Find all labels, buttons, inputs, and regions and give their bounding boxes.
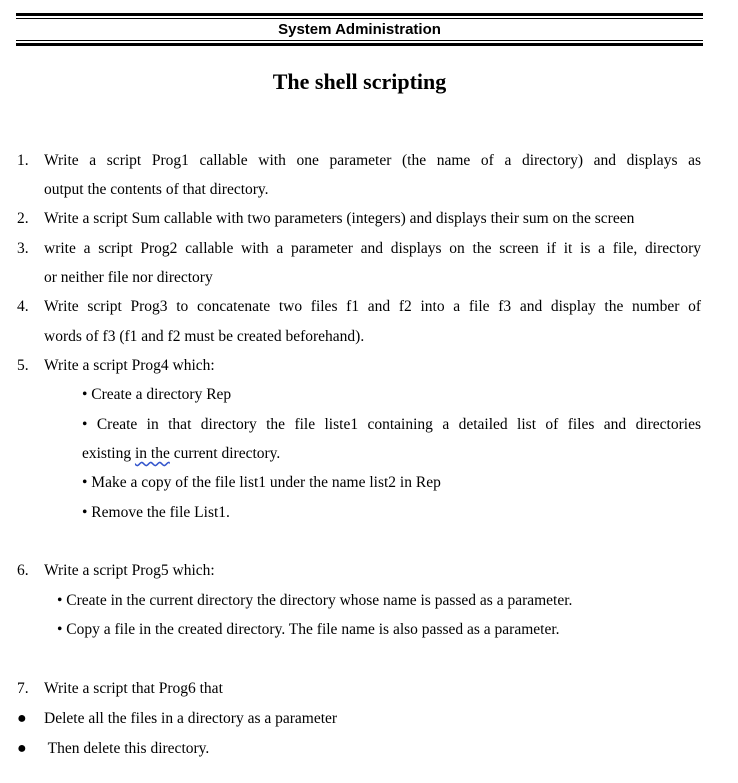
item-number: 6. [17, 562, 29, 579]
item-text-line: words of f3 (f1 and f2 must be created beforehand). [44, 328, 365, 345]
bullet-text: Delete all the files in a directory as a parameter [44, 710, 338, 727]
item-number: 1. [17, 152, 29, 169]
sub-item: • Create in that directory the file liste1 containing a detailed list of files and directories [82, 416, 701, 433]
item-number: 7. [17, 680, 29, 697]
item-text-line: Write a script Prog4 which: [44, 357, 215, 374]
bullet-icon: ● [17, 710, 27, 727]
header-title: System Administration [278, 21, 441, 38]
header-rule-bottom-thin [16, 40, 703, 41]
sub-item-text: current directory. [169, 445, 281, 462]
item-text-line: write a script Prog2 callable with a parameter and displays on the screen if it is a file, directory [44, 240, 701, 257]
header-rule-top-thin [16, 18, 703, 19]
spell-check-flagged-text: in the [134, 445, 170, 462]
sub-item-text: existing [82, 445, 135, 462]
item-number: 5. [17, 357, 29, 374]
item-text-line: Write a script Prog5 which: [44, 562, 215, 579]
item-text-line: output the contents of that directory. [44, 181, 269, 198]
item-number: 2. [17, 210, 29, 227]
sub-item: • Create a directory Rep [82, 386, 232, 403]
item-number: 3. [17, 240, 29, 257]
header-rule-top [16, 13, 703, 16]
item-text-line: Write a script Sum callable with two parameters (integers) and displays their sum on the screen [44, 210, 635, 227]
item-text-line: Write a script that Prog6 that [44, 680, 223, 697]
sub-item: • Make a copy of the file list1 under the name list2 in Rep [82, 474, 441, 491]
item-text-line: Write script Prog3 to concatenate two files f1 and f2 into a file f3 and display the number of [44, 298, 701, 315]
bullet-text: Then delete this directory. [44, 740, 210, 757]
item-number: 4. [17, 298, 29, 315]
sub-item-continuation [82, 444, 280, 464]
header-rule-bottom [16, 43, 703, 46]
bullet-icon: ● [17, 740, 27, 757]
sub-item: • Create in the current directory the directory whose name is passed as a parameter. [57, 592, 573, 609]
item-text-line: Write a script Prog1 callable with one parameter (the name of a directory) and displays as [44, 152, 701, 169]
item-text-line: or neither file nor directory [44, 269, 213, 286]
sub-item: • Remove the file List1. [82, 504, 230, 521]
sub-item: • Copy a file in the created directory. The file name is also passed as a parameter. [57, 621, 560, 638]
document-title: The shell scripting [272, 69, 447, 94]
